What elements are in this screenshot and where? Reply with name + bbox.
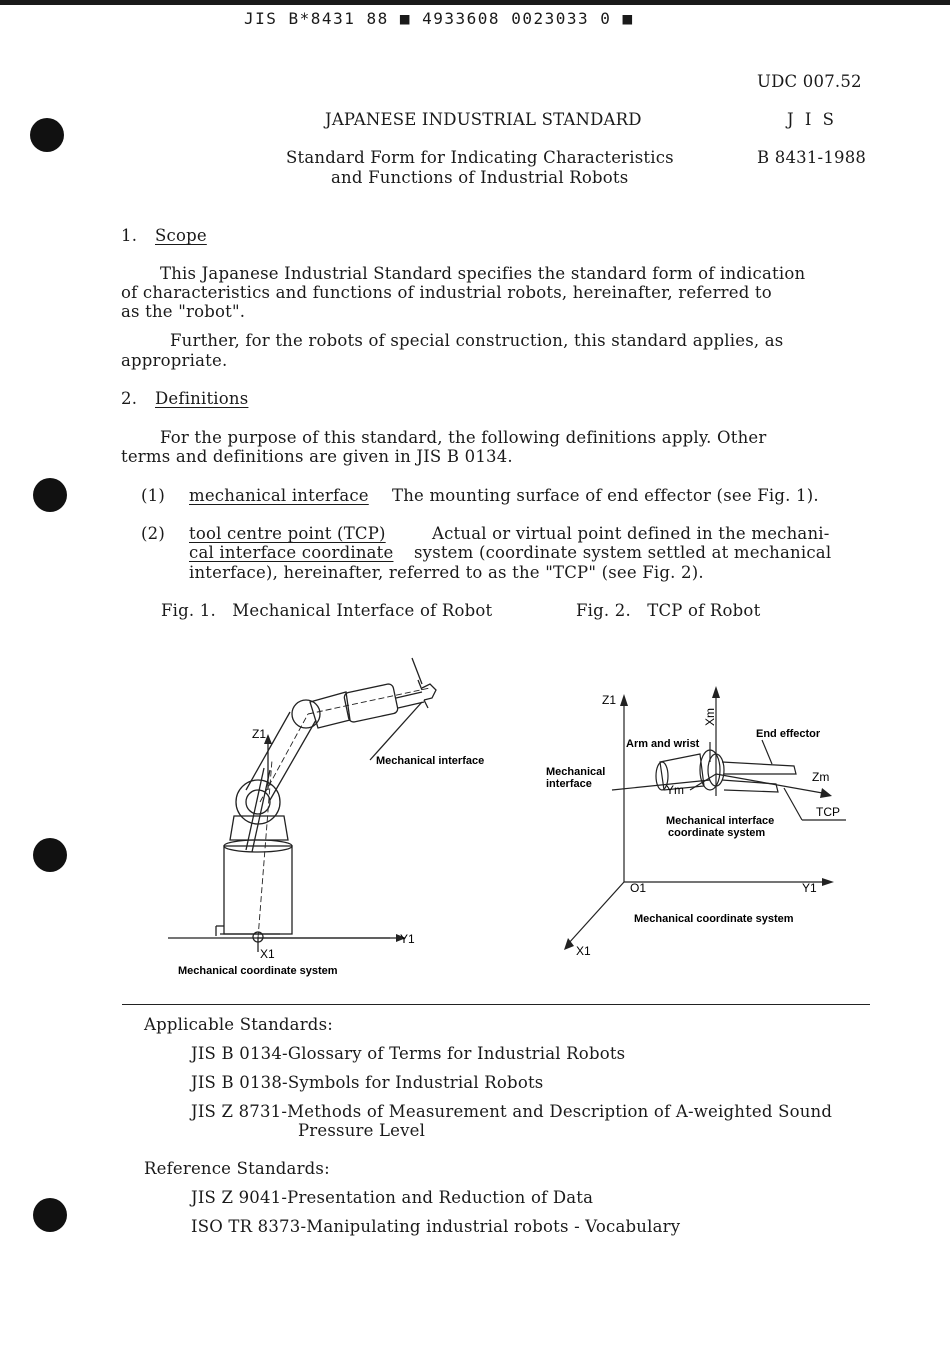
fig2-xm-label: Xm — [703, 708, 717, 726]
applicable-standard-item-continued: Pressure Level — [298, 1121, 426, 1140]
fig2-z1-label: Z1 — [602, 693, 617, 707]
axis-arrow — [712, 686, 720, 698]
applicable-standard-item: JIS B 0138-Symbols for Industrial Robots — [191, 1073, 544, 1092]
definition-number: (2) — [141, 524, 165, 543]
standard-number: B 8431-1988 — [757, 148, 867, 167]
axis-arrow — [820, 788, 832, 798]
fig2-coordinate-system-label: Mechanical coordinate system — [634, 913, 794, 925]
paragraph-line: For the purpose of this standard, the following definitions apply. Other — [160, 428, 767, 447]
document-title-line1: Standard Form for Indicating Characteristics — [286, 148, 674, 167]
definition-term: mechanical interface — [189, 486, 369, 505]
punch-hole — [33, 1198, 67, 1232]
document-title-line2: and Functions of Industrial Robots — [331, 168, 629, 187]
figure-caption: Fig. 2. TCP of Robot — [576, 601, 761, 620]
top-border-bar — [0, 0, 950, 5]
definition-text: The mounting surface of end effector (see Fig. 1). — [392, 486, 819, 505]
reference-standards-heading: Reference Standards: — [144, 1159, 330, 1178]
fig2-mics-label: coordinate system — [668, 827, 766, 839]
paragraph-line: This Japanese Industrial Standard specifies the standard form of indication — [160, 264, 806, 283]
paragraph-line: as the "robot". — [121, 302, 246, 321]
fig2-x1-label: X1 — [576, 944, 591, 958]
definition-term-continued: cal interface coordinate — [189, 543, 394, 562]
fig2-end-effector-label: End effector — [756, 728, 821, 740]
paragraph-line: Further, for the robots of special construction, this standard applies, as — [170, 331, 784, 350]
fig2-arm-wrist-label: Arm and wrist — [626, 738, 700, 750]
fig1-mechanical-interface-label: Mechanical interface — [376, 755, 485, 767]
applicable-standard-item: JIS B 0134-Glossary of Terms for Industrial Robots — [191, 1044, 626, 1063]
fig2-y1-label: Y1 — [802, 881, 817, 895]
applicable-standards-heading: Applicable Standards: — [144, 1015, 333, 1034]
fig2-zm-label: Zm — [812, 770, 830, 784]
figure-2-tcp-diagram — [540, 670, 860, 970]
axis-arrow — [822, 878, 834, 886]
section-heading-scope: Scope — [155, 226, 207, 245]
punch-hole — [33, 478, 67, 512]
organization-heading: JAPANESE INDUSTRIAL STANDARD — [325, 110, 642, 129]
section-heading-definitions: Definitions — [155, 389, 249, 408]
definition-number: (1) — [141, 486, 165, 505]
section-divider — [122, 1004, 870, 1005]
reference-standard-item: JIS Z 9041-Presentation and Reduction of Data — [191, 1188, 594, 1207]
fig1-z1-label: Z1 — [252, 727, 267, 741]
reference-standard-item: ISO TR 8373-Manipulating industrial robots - Vocabulary — [191, 1217, 681, 1236]
fig1-y1-label: Y1 — [400, 932, 415, 946]
definition-text: system (coordinate system settled at mechanical — [414, 543, 832, 562]
paragraph-line: terms and definitions are given in JIS B 0134. — [121, 447, 513, 466]
fig1-x1-label: X1 — [260, 947, 275, 961]
section-number: 2. — [121, 389, 138, 408]
fig2-mechanical-interface-label: interface — [546, 778, 592, 790]
definition-text: Actual or virtual point defined in the mechani- — [432, 524, 830, 543]
figure-1-robot-diagram — [160, 640, 520, 985]
punch-hole — [33, 838, 67, 872]
udc-number: UDC 007.52 — [757, 72, 862, 91]
document-code-line: JIS B*8431 88 ■ 4933608 0023033 0 ■ — [244, 9, 634, 28]
axis-arrow — [620, 694, 628, 706]
definition-text: interface), hereinafter, referred to as the "TCP" (see Fig. 2). — [189, 563, 704, 582]
fig2-tcp-label: TCP — [816, 805, 840, 819]
paragraph-line: of characteristics and functions of industrial robots, hereinafter, referred to — [121, 283, 772, 302]
fig2-mechanical-interface-label: Mechanical — [546, 766, 606, 778]
paragraph-line: appropriate. — [121, 351, 228, 370]
fig2-o1-label: O1 — [630, 881, 647, 895]
section-number: 1. — [121, 226, 138, 245]
definition-term: tool centre point (TCP) — [189, 524, 386, 543]
fig2-ym-label: Ym — [666, 783, 684, 797]
applicable-standard-item: JIS Z 8731-Methods of Measurement and Description of A-weighted Sound — [191, 1102, 833, 1121]
figure-caption: Fig. 1. Mechanical Interface of Robot — [161, 601, 493, 620]
fig2-mics-label: Mechanical interface — [666, 815, 775, 827]
jis-label: J I S — [787, 110, 837, 129]
punch-hole — [30, 118, 64, 152]
fig1-coordinate-system-label: Mechanical coordinate system — [178, 965, 338, 977]
